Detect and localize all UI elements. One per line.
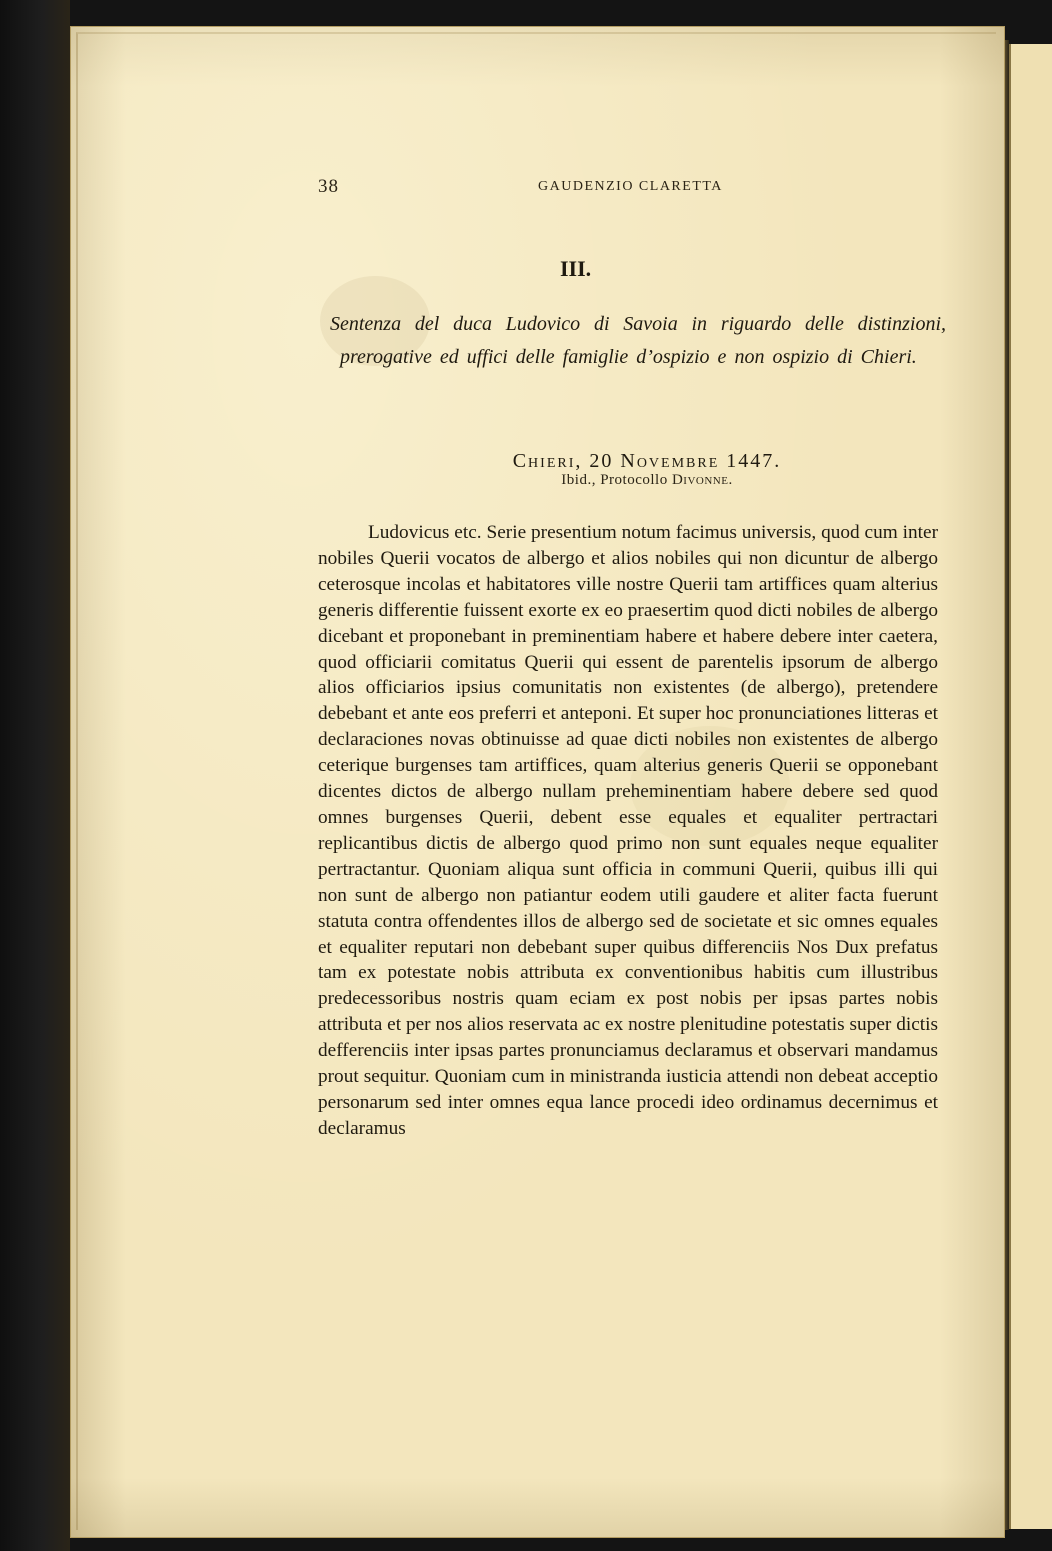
body-text: Ludovicus etc. Serie presentium notum facimus universis, quod cum inter nobiles Querii vocatos de albergo et alios nobiles qui non dicuntur de albergo ceterosque incolas et habitatores ville nostre Querii tam artiffices quam alterius generis differentie fuissent exorte ex eo praesertim quod dicti nobiles de albergo dicebant et proponebant in preminentiam habere et habere debere inter caetera, quod officiarii comitatus Querii qui essent de parentelis ipsorum de albergo alios officiarios ipsius comunitatis non existentes (de albergo), pretendere debebant et ante eos preferri et anteponi. Et super hoc pronunciationes litteras et declaraciones novas obtinuisse ad quae dicti nobiles non existentes de albergo ceterique burgenses tam artiffices, quam alterius generis Querii se opponebant dicentes dictos de albergo nullam preheminentiam habere debere sed quod omnes burgenses Querii, debent esse equales et equaliter pertractari replicantibus dictis de albergo quod primo non sunt equales neque equaliter pertractantur. Quoniam aliqua sunt officia in communi Querii, quibus illi qui non sunt de albergo non patiantur eodem utili gaudere et aliter facta fuerunt statuta contra offendentes illos de albergo sed de societate et sic omnes equales et equaliter reputari non debebant super quibus differenciis Nos Dux prefatus tam ex potestate nobis attributa ex conventionibus habitis cum illustribus predecessoribus nostris quam eciam ex post nobis per ipsas partes nobis attributa et per nos alios reservata ac ex nostre plenitudine potestatis super dictis defferenciis inter ipsas partes pronunciamus declaramus et observari mandamus prout sequitur. Quoniam cum in ministranda iusticia attendi non debeat acceptio personarum sed inter omnes equa lance procedi ideo ordinamus decernimus et declaramus (318, 522, 938, 1139)
source-reference (318, 472, 936, 489)
facing-page-edge (1009, 44, 1052, 1529)
book-spine-edge (0, 0, 70, 1551)
place-and-date: Chieri, 20 Novembre 1447. (512, 450, 782, 472)
page-number: 38 (318, 176, 339, 197)
source-prefix: Ibid., Protocollo (561, 472, 668, 488)
running-head-author: GAUDENZIO CLARETTA (538, 179, 723, 194)
running-head (318, 176, 936, 198)
document-title: Sentenza del duca Ludovico di Savoia in riguardo delle distinzioni, prerogative ed uffici delle famiglie d’ospizio e non ospizio di Chieri. (330, 313, 946, 368)
source-name: Divonne. (671, 472, 733, 488)
document-number: III. (560, 256, 592, 281)
